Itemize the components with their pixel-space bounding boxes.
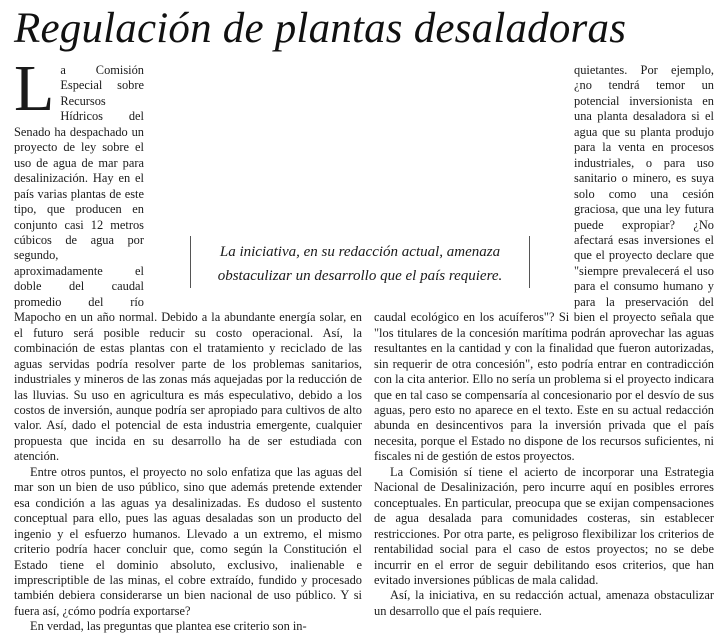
article-title: Regulación de plantas desaladoras [14,5,627,52]
paragraph-5: La Comisión sí tiene el acierto de incorporar una Estrategia Nacional de Desalinización, pero incurre aquí en posibles errores conceptuales. En particular, preocupa que se exijan compensaciones de agua desalada para comunidades costeras, sin establecer restricciones. Por otra parte, es peligroso flexibilizar los criterios de rentabilidad social para el caso de estos proyectos; no se debe incurrir en el error de seguir debilitando esos criterios, que han evitado inversiones públicas de mala calidad. [374,464,714,587]
paragraph-6: Así, la iniciativa, en su redacción actual, amenaza obstaculizar un desarrollo que el país requiere. [374,588,714,618]
paragraph-1-text: a Comisión Especial sobre Recursos Hídricos del Senado ha despachado un proyecto de ley sobre el uso de agua de mar para desalinización. Hay en el país varias plantas de este tipo, que producen en conjunto casi 12 metros cúbicos de agua por segundo, aproximadamente el doble del caudal promedio del río Mapocho en un año normal. Debido a la abundante energía solar, en el futuro será posible reducir su costo operacional. Así, la combinación de estas plantas con el tratamiento y reciclado de las aguas servidas podría resolver parte de los problemas sanitarios, industriales y mineros de las zonas más aquejadas por la reducción de las lluvias. Su uso en agricultura es más especulativo, debido a los costos de inversión, aunque podría ser apropiado para cultivos de alto valor. Así, dado el potencial de esta industria emergente, cualquier propuesta que incida en su desarrollo ha de ser estudiada con atención. [14,63,362,464]
pull-quote-line-2: obstaculizar un desarrollo que el país requiere. [217,268,503,284]
column-left [14,52,362,635]
paragraph-4-text: quietantes. Por ejemplo, ¿no tendrá temor un potencial inversionista en una planta desaladora si el agua que su planta produjo para la venta en procesos industriales, o para uso sanitario o minero, es suya solo como una cesión graciosa, que una ley futura puede expropiar? ¿No afectará esas inversiones el que el proyecto declare que "siempre prevalecerá el uso para el consumo humano y para la preservación del caudal ecológico en los acuíferos"? Si bien el proyecto señala que "los titulares de la concesión marítima podrán aprovechar las aguas resultantes en la cantidad y con la finalidad que fueron autorizadas, sin requerir de otra concesión", esto podría entrar en contradicción con la cita anterior. Ello no sería un problema si el proyecto indicara que en tal caso se compensaría al concesionario por el desvío de sus aguas, pero esto no aparece en el texto. Este en su actual redacción abunda en desincentivos para la inversión privada que el país necesita, porque el Estado no dispone de los recursos suficientes, ni fiscales ni de gestión de estos proyectos. [374,63,714,464]
paragraph-3: En verdad, las preguntas que plantea ese criterio son in- [30,619,307,634]
drop-cap: L [14,52,55,125]
pull-quote-line-1: La iniciativa, en su redacción actual, amenaza [219,244,501,260]
column-right [374,63,714,619]
pull-quote [190,236,530,288]
paragraph-2: Entre otros puntos, el proyecto no solo enfatiza que las aguas del mar son un bien de uso público, sino que además pretende extender esa condición a las aguas ya desalinizadas. Es dudoso el sustento conceptual para ello, pues las aguas desaladas son un producto del ingenio y el esfuerzo humanos. Llevado a un extremo, el mismo criterio podría hacer concluir que, como según la Constitución el Estado tiene el dominio absoluto, exclusivo, inalienable e imprescriptible de las minas, el cobre extraído, fundido y procesado también debiera considerarse un bien nacional de uso público. Y si fuera así, ¿cómo podría exportarse? [14,464,362,618]
